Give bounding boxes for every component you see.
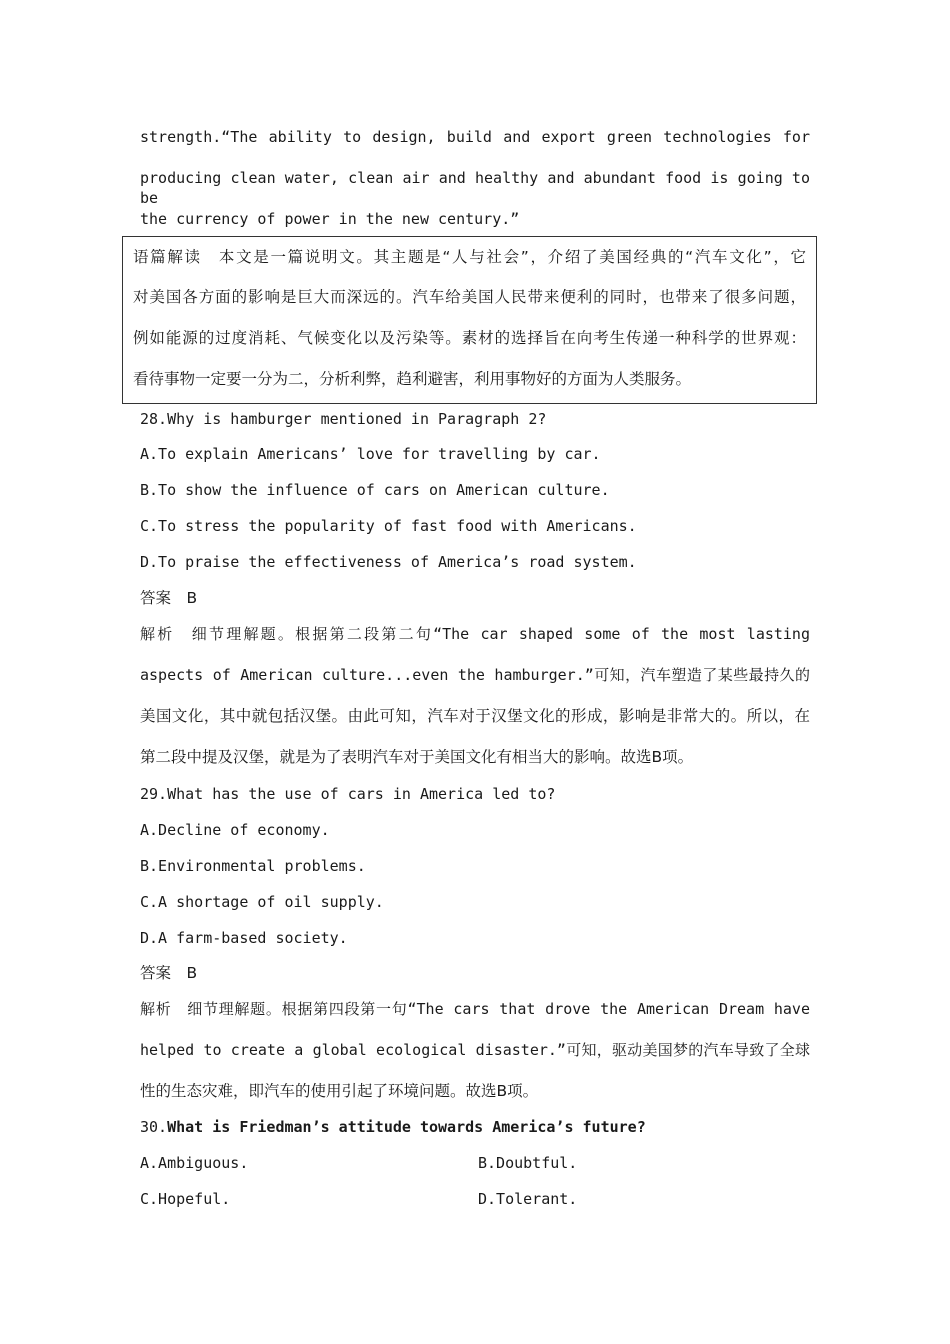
- q29-analysis-line-3: 性的生态灾难，即汽车的使用引起了环境问题。故选B项。: [140, 1082, 539, 1100]
- q28-option-c: C.To stress the popularity of fast food with Americans.: [140, 517, 637, 535]
- q29-option-b: B.Environmental problems.: [140, 857, 366, 875]
- q30-option-d: D.Tolerant.: [478, 1190, 578, 1208]
- q30-number: 30.: [140, 1118, 168, 1136]
- box-line-2: 对美国各方面的影响是巨大而深远的。汽车给美国人民带来便利的同时，也带来了很多问题，: [133, 288, 806, 306]
- q28-question: 28.Why is hamburger mentioned in Paragraph 2?: [140, 410, 547, 428]
- q28-analysis-line-2: aspects of American culture...even the hamburger.”可知，汽车塑造了某些最持久的: [140, 666, 810, 684]
- q29-option-d: D.A farm-based society.: [140, 929, 348, 947]
- box-line-3: 例如能源的过度消耗、气候变化以及污染等。素材的选择旨在向考生传递一种科学的世界观：: [133, 329, 806, 347]
- q29-analysis-line-1: 解析 细节理解题。根据第四段第一句“The cars that drove the American Dream have: [140, 1000, 810, 1018]
- q29-option-c: C.A shortage of oil supply.: [140, 893, 384, 911]
- q29-answer: 答案 B: [140, 964, 198, 982]
- q30-option-b: B.Doubtful.: [478, 1154, 578, 1172]
- q29-option-a: A.Decline of economy.: [140, 821, 330, 839]
- q28-analysis-line-1: 解析 细节理解题。根据第二段第二句“The car shaped some of the most lasting: [140, 625, 810, 643]
- q28-analysis-line-3: 美国文化，其中就包括汉堡。由此可知，汽车对于汉堡文化的形成，影响是非常大的。所以，在: [140, 707, 810, 725]
- q29-question: 29.What has the use of cars in America led to?: [140, 785, 556, 803]
- reading-interpretation-box: [122, 236, 817, 404]
- q28-answer: 答案 B: [140, 589, 198, 607]
- box-line-4: 看待事物一定要一分为二，分析利弊，趋利避害，利用事物好的方面为人类服务。: [133, 370, 692, 388]
- passage-line-1: strength.“The ability to design, build and export green technologies for: [140, 128, 810, 146]
- q30-question: What is Friedman’s attitude towards America’s future?: [167, 1118, 646, 1136]
- q28-option-d: D.To praise the effectiveness of America’s road system.: [140, 553, 637, 571]
- passage-line-3: the currency of power in the new century.”: [140, 210, 520, 228]
- q28-option-b: B.To show the influence of cars on American culture.: [140, 481, 610, 499]
- q30-option-c: C.Hopeful.: [140, 1190, 231, 1208]
- passage-line-2: producing clean water, clean air and healthy and abundant food is going to be: [140, 169, 810, 207]
- q28-option-a: A.To explain Americans’ love for travelling by car.: [140, 445, 601, 463]
- q30-option-a: A.Ambiguous.: [140, 1154, 249, 1172]
- q30-question-line: [140, 1117, 646, 1137]
- box-line-1: 语篇解读 本文是一篇说明文。其主题是“人与社会”，介绍了美国经典的“汽车文化”，它: [133, 248, 806, 266]
- q28-analysis-line-4: 第二段中提及汉堡，就是为了表明汽车对于美国文化有相当大的影响。故选B项。: [140, 748, 694, 766]
- q29-analysis-line-2: helped to create a global ecological disaster.”可知，驱动美国梦的汽车导致了全球: [140, 1041, 810, 1059]
